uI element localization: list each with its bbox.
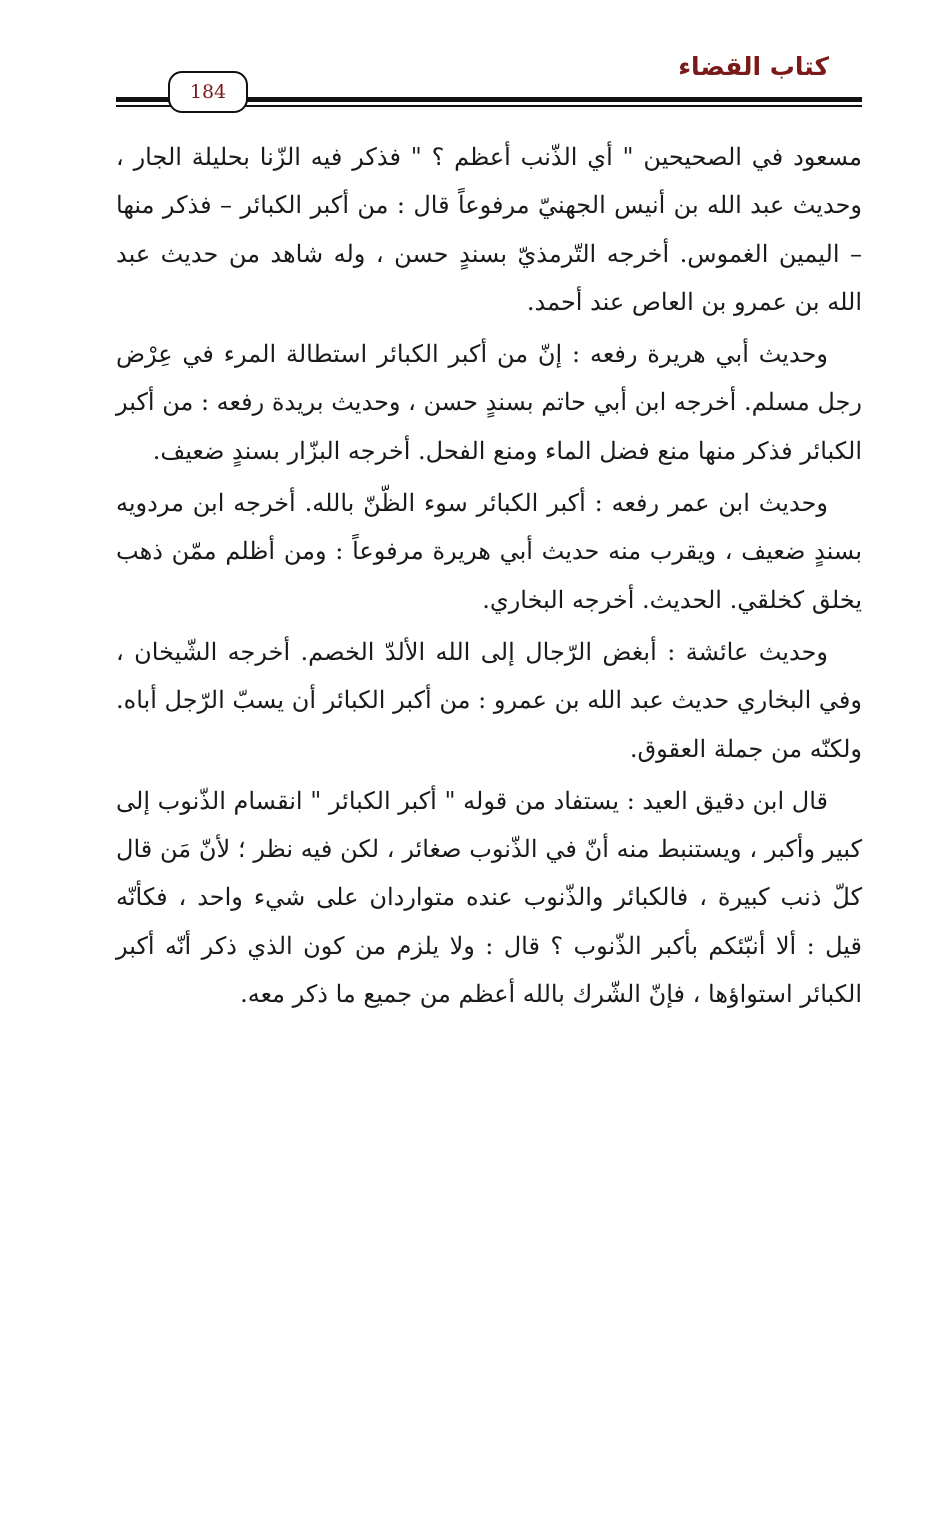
paragraph-3: وحديث ابن عمر رفعه : أكبر الكبائر سوء الظّنّ بالله. أخرجه ابن مردويه بسندٍ ضعيف ، ويقرب منه حديث أبي هريرة مرفوعاً : ومن أظلم ممّن ذهب يخلق كخلقي. الحديث. أخرجه البخاري. xyxy=(116,489,862,614)
book-title: كتاب القضاء xyxy=(678,52,829,81)
page-body xyxy=(116,133,862,1018)
paragraph-1: مسعود في الصحيحين " أي الذّنب أعظم ؟ " فذكر فيه الزّنا بحليلة الجار ، وحديث عبد الله بن أنيس الجهنيّ مرفوعاً قال : من أكبر الكبائر – فذكر منها – اليمين الغموس. أخرجه التّرمذيّ بسندٍ حسن ، وله شاهد من حديث عبد الله بن عمرو بن العاص عند أحمد. xyxy=(116,143,862,316)
page-header xyxy=(0,0,945,125)
page-number-badge xyxy=(168,71,248,113)
page-number: 184 xyxy=(189,81,227,103)
paragraph-4: وحديث عائشة : أبغض الرّجال إلى الله الألدّ الخصم. أخرجه الشّيخان ، وفي البخاري حديث عبد الله بن عمرو : من أكبر الكبائر أن يسبّ الرّجل أباه. ولكنّه من جملة العقوق. xyxy=(116,637,862,763)
paragraph-2: وحديث أبي هريرة رفعه : إنّ من أكبر الكبائر استطالة المرء في عِرْض رجل مسلم. أخرجه ابن أبي حاتم بسندٍ حسن ، وحديث بريدة رفعه : من أكبر الكبائر فذكر منها منع فضل الماء ومنع الفحل. أخرجه البزّار بسندٍ ضعيف. xyxy=(116,340,862,465)
paragraph-5: قال ابن دقيق العيد : يستفاد من قوله " أكبر الكبائر " انقسام الذّنوب إلى كبير وأكبر ، ويستنبط منه أنّ في الذّنوب صغائر ، لكن فيه نظر ؛ لأنّ مَن قال كلّ ذنب كبيرة ، فالكبائر والذّنوب عنده متواردان على شيء واحد ، فكأنّه قيل : ألا أنبّئكم بأكبر الذّنوب ؟ قال : ولا يلزم من كون الذي ذكر أنّه أكبر الكبائر استواؤها ، فإنّ الشّرك بالله أعظم من جميع ما ذكر معه. xyxy=(116,786,862,1009)
